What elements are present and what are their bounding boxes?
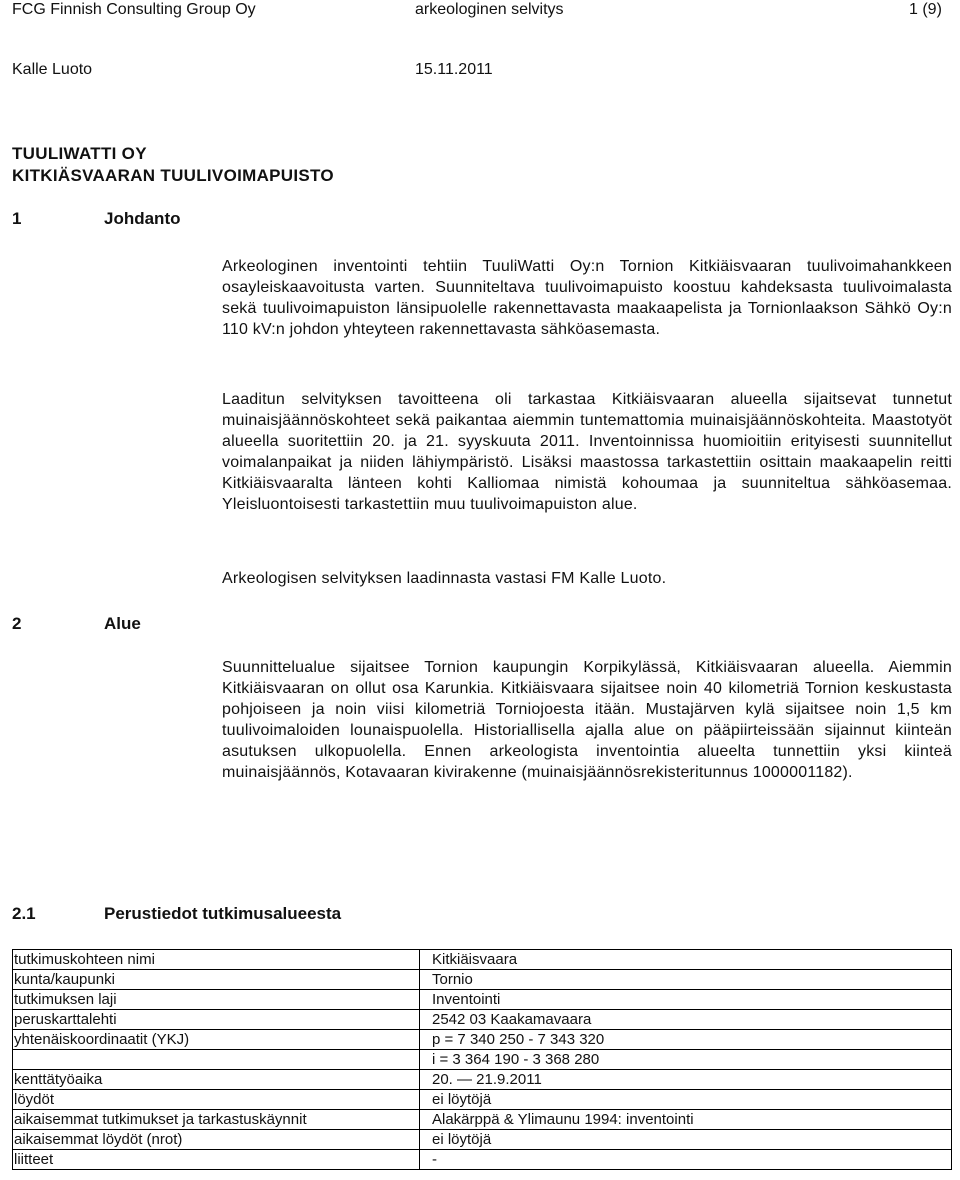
paragraph-intro: Arkeologinen inventointi tehtiin TuuliWatti Oy:n Tornion Kitkiäisvaaran tuulivoimahankkeen osayleiskaavoitusta varten. Suunniteltava tuulivoimapuisto koostuu kahdeksasta tuulivoimalasta sekä tuulivoimapuiston länsipuolelle rakennettavasta maakaapelista ja Tornionlaakson Sähkö Oy:n 110 kV:n johdon yhteyteen rakennettavasta sähköasemasta. (222, 258, 952, 338)
table-row (13, 1090, 952, 1110)
table-row (13, 1010, 952, 1030)
table-row (13, 1030, 952, 1050)
page-subheader (12, 60, 952, 80)
table-key (13, 1050, 420, 1070)
table-key: aikaisemmat tutkimukset ja tarkastuskäynnit (13, 1110, 420, 1130)
document-date: 15.11.2011 (415, 61, 493, 78)
title-line-1: TUULIWATTI OY (12, 144, 147, 163)
table-value: ei löytöjä (420, 1090, 952, 1110)
table-key: peruskarttalehti (13, 1010, 420, 1030)
section-number: 2.1 (12, 904, 36, 923)
author-name: Kalle Luoto (12, 61, 93, 78)
paragraph-area: Suunnittelualue sijaitsee Tornion kaupungin Korpikylässä, Kitkiäisvaaran alueella. Aiemmin Kitkiäisvaaran on ollut osa Karunkia. Kitkiäisvaara sijaitsee noin 40 kilometriä Tornion keskustasta pohjoiseen ja noin viisi kilometriä Torniojoesta itään. Mustajärven kylä sijaitsee noin 1,5 km tuulivoimaloiden lounaispuolella. Historiallisella ajalla alue on pääpiirteissään sijainnut kiinteän asutuksen ulkopuolella. Ennen arkeologista inventointia alueelta tunnettiin yksi kiinteä muinaisjäännös, Kotavaaran kivirakenne (muinaisjäännösrekisteritunnus 1000001182). (222, 659, 952, 781)
table-value: Kitkiäisvaara (420, 950, 952, 970)
section-title: Alue (104, 614, 141, 633)
paragraph-objectives: Laaditun selvityksen tavoitteena oli tarkastaa Kitkiäisvaaran alueella sijaitsevat tunnetut muinaisjäännöskohteet sekä paikantaa aiemmin tuntemattomia muinaisjäännöskohteita. Maastotyöt alueella suoritettiin 20. ja 21. syyskuuta 2011. Inventoinnissa huomioitiin erityisesti suunnitellut voimalanpaikat ja niiden lähiympäristö. Lisäksi maastossa tarkastettiin osittain maakaapelin reitti Kitkiäisvaaralta länteen kohti Kalliomaa nimistä kohoumaa ja suunniteltua sähköasemaa. Yleisluontoisesti tarkastettiin muu tuulivoimapuiston alue. (222, 391, 952, 513)
table-value: 2542 03 Kaakamavaara (420, 1010, 952, 1030)
table-value: p = 7 340 250 - 7 343 320 (420, 1030, 952, 1050)
paragraph-responsible: Arkeologisen selvityksen laadinnasta vastasi FM Kalle Luoto. (222, 570, 667, 587)
page-header (12, 0, 952, 20)
table-value: Tornio (420, 970, 952, 990)
page-number: 1 (9) (909, 1, 942, 18)
table-row (13, 950, 952, 970)
table-key: kunta/kaupunki (13, 970, 420, 990)
title-line-2: KITKIÄSVAARAN TUULIVOIMAPUISTO (12, 166, 334, 185)
basic-info-table (12, 949, 952, 1170)
table-row (13, 970, 952, 990)
document-type: arkeologinen selvitys (415, 1, 564, 18)
table-row (13, 1150, 952, 1170)
table-key: kenttätyöaika (13, 1070, 420, 1090)
section-title: Johdanto (104, 209, 181, 228)
table-value: - (420, 1150, 952, 1170)
table-value: 20. — 21.9.2011 (420, 1070, 952, 1090)
table-row (13, 1050, 952, 1070)
table-key: tutkimuksen laji (13, 990, 420, 1010)
table-row (13, 990, 952, 1010)
section-title: Perustiedot tutkimusalueesta (104, 904, 342, 923)
table-key: tutkimuskohteen nimi (13, 950, 420, 970)
table-value: Inventointi (420, 990, 952, 1010)
table-key: löydöt (13, 1090, 420, 1110)
section-number: 2 (12, 614, 22, 633)
table-value: Alakärppä & Ylimaunu 1994: inventointi (420, 1110, 952, 1130)
table-key: liitteet (13, 1150, 420, 1170)
table-key: yhtenäiskoordinaatit (YKJ) (13, 1030, 420, 1050)
table-key: aikaisemmat löydöt (nrot) (13, 1130, 420, 1150)
table-row (13, 1130, 952, 1150)
section-number: 1 (12, 209, 22, 228)
table-row (13, 1070, 952, 1090)
table-value: ei löytöjä (420, 1130, 952, 1150)
table-row (13, 1110, 952, 1130)
document-title (12, 143, 334, 187)
company-name: FCG Finnish Consulting Group Oy (12, 1, 256, 18)
table-value: i = 3 364 190 - 3 368 280 (420, 1050, 952, 1070)
